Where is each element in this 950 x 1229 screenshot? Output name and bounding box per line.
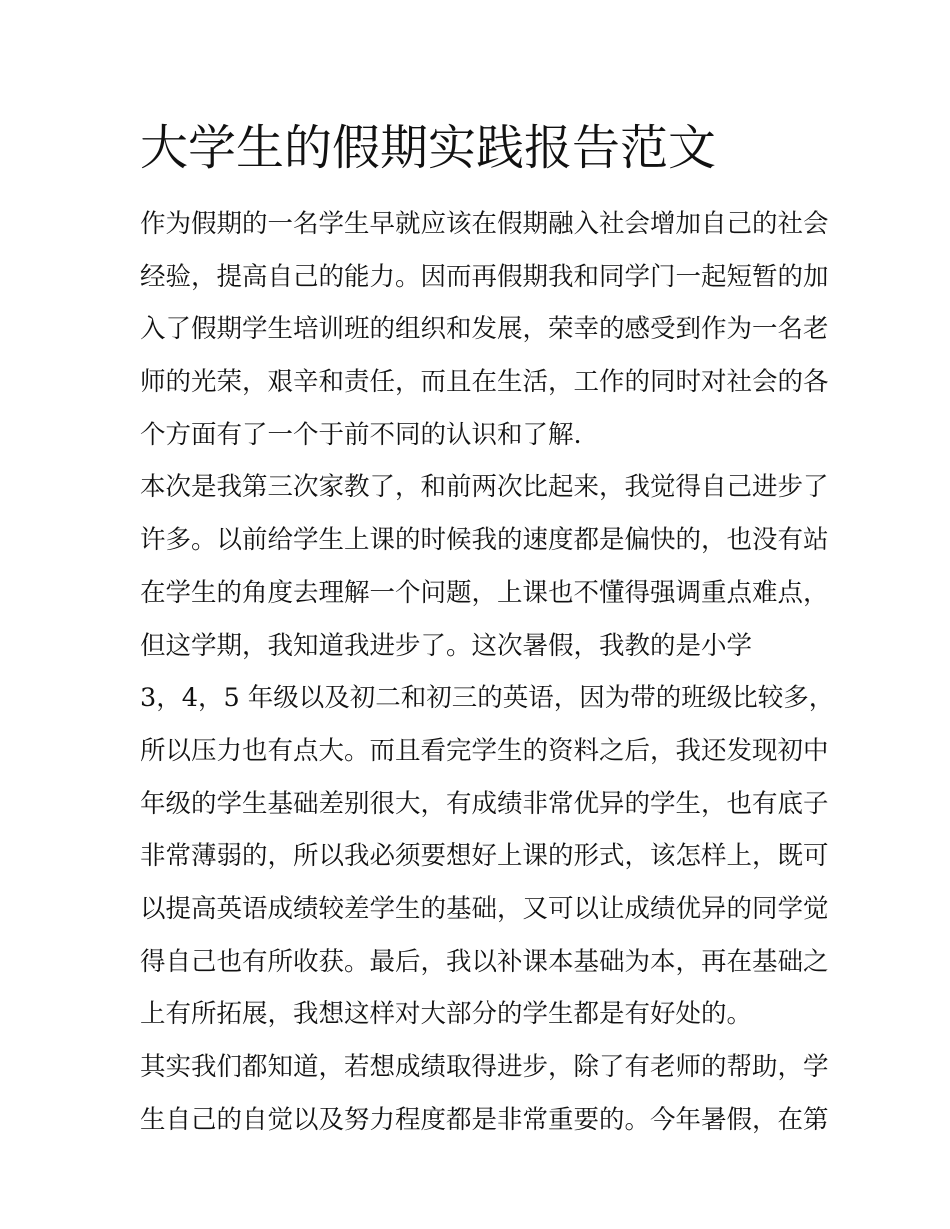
text-line: 得自己也有所收获。最后，我以补课本基础为本，再在基础之 [140, 946, 829, 977]
page-title: 大学生的假期实践报告范文 [140, 120, 717, 176]
text-line: 以提高英语成绩较差学生的基础，又可以让成绩优异的同学觉 [140, 893, 829, 924]
text-line: 在学生的角度去理解一个问题，上课也不懂得强调重点难点， [140, 577, 829, 608]
text-line: 师的光荣，艰辛和责任，而且在生活，工作的同时对社会的各 [140, 367, 829, 398]
text-line: 所以压力也有点大。而且看完学生的资料之后，我还发现初中 [140, 735, 829, 766]
text-line: 非常薄弱的，所以我必须要想好上课的形式，该怎样上，既可 [140, 841, 829, 872]
text-line: 3，4，5 年级以及初二和初三的英语，因为带的班级比较多， [140, 683, 835, 714]
text-line: 年级的学生基础差别很大，有成绩非常优异的学生，也有底子 [140, 788, 829, 819]
text-line: 上有所拓展，我想这样对大部分的学生都是有好处的。 [140, 999, 753, 1030]
text-line: 生自己的自觉以及努力程度都是非常重要的。今年暑假，在第 [140, 1104, 829, 1135]
text-line: 入了假期学生培训班的组织和发展，荣幸的感受到作为一名老 [140, 314, 829, 345]
text-line: 许多。以前给学生上课的时候我的速度都是偏快的，也没有站 [140, 525, 829, 556]
text-line: 其实我们都知道，若想成绩取得进步，除了有老师的帮助，学 [140, 1052, 829, 1082]
text-line: 本次是我第三次家教了，和前两次比起来，我觉得自己进步了 [140, 472, 829, 503]
text-line: 但这学期，我知道我进步了。这次暑假，我教的是小学 [140, 630, 753, 661]
text-line: 作为假期的一名学生早就应该在假期融入社会增加自己的社会 [140, 209, 829, 239]
text-line: 个方面有了一个于前不同的认识和了解. [140, 419, 582, 450]
text-line: 经验，提高自己的能力。因而再假期我和同学门一起短暂的加 [140, 261, 829, 292]
document-body [140, 198, 835, 1146]
